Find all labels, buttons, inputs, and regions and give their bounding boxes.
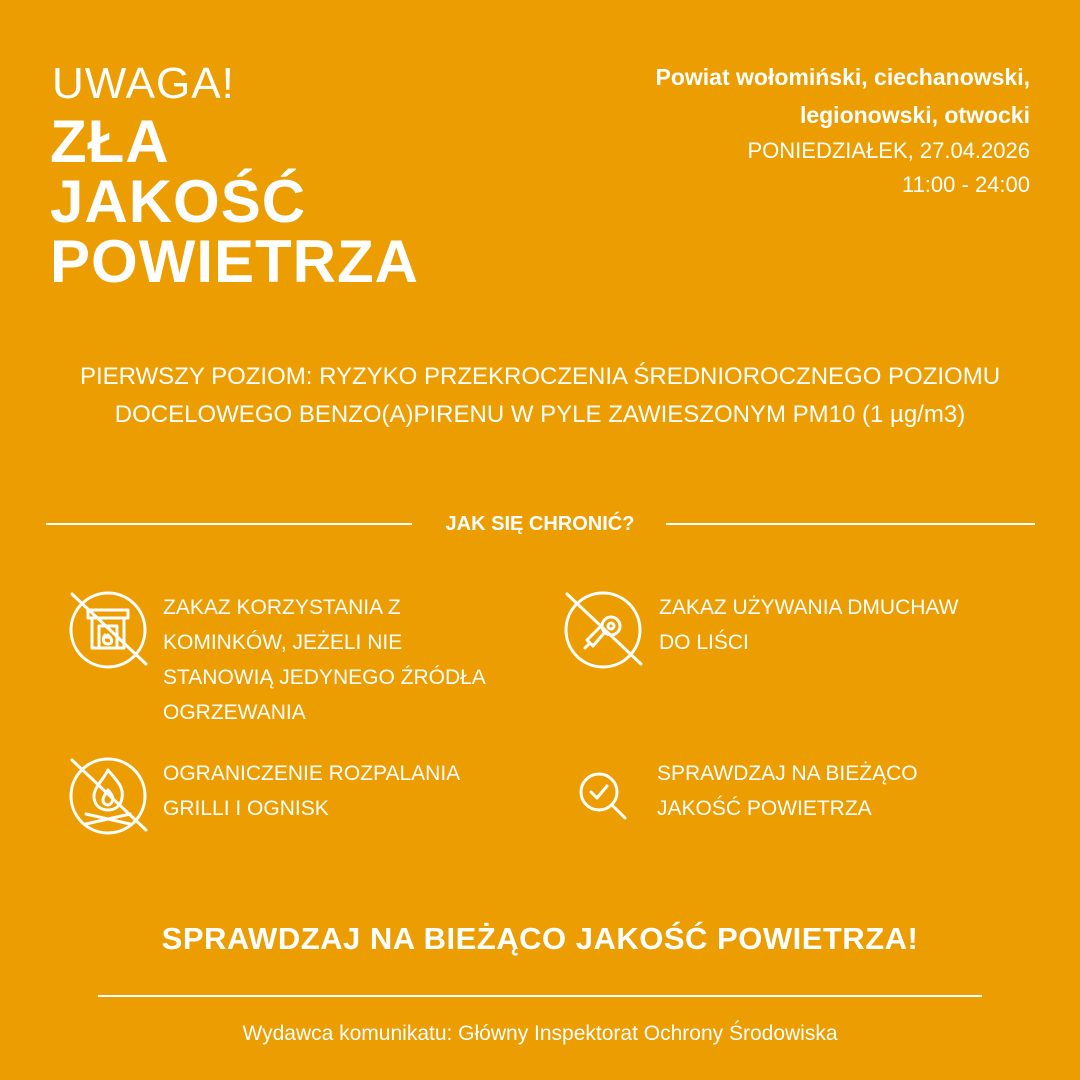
- publisher-label: Wydawca komunikatu: Główny Inspektorat Ochrony Środowiska: [242, 1022, 838, 1045]
- tip-line: ZAKAZ UŻYWANIA DMUCHAW: [659, 596, 959, 619]
- warning-label: UWAGA!: [52, 59, 235, 108]
- alert-hours: 11:00 - 24:00: [901, 172, 1030, 197]
- footer-divider: [98, 995, 982, 997]
- headline: [50, 108, 419, 295]
- headline-line: ZŁA: [50, 108, 170, 175]
- no-leaf-blower-icon: [563, 590, 643, 670]
- region-area-line: legionowski, otwocki: [799, 102, 1030, 128]
- no-fireplace-icon: [68, 590, 148, 670]
- tip-line: STANOWIĄ JEDYNEGO ŹRÓDŁA: [163, 666, 486, 689]
- magnifier-check-icon: [563, 756, 643, 836]
- tip-line: DO LIŚCI: [659, 631, 749, 654]
- tip-text-check-air: [657, 756, 1037, 826]
- tip-text-leaf-blower: [659, 590, 1029, 660]
- tip-line: GRILLI I OGNISK: [163, 797, 329, 820]
- tip-line: KOMINKÓW, JEŻELI NIE: [163, 631, 403, 654]
- region-area-line: Powiat wołomiński, ciechanowski,: [655, 64, 1030, 90]
- region-info: [550, 58, 1030, 202]
- tip-line: OGRANICZENIE ROZPALANIA: [163, 762, 461, 785]
- level-line: PIERWSZY POZIOM: RYZYKO PRZEKROCZENIA ŚREDNIOROCZNEGO POZIOMU: [79, 363, 1001, 390]
- tip-line: JAKOŚĆ POWIETRZA: [657, 797, 872, 820]
- tip-line: OGRZEWANIA: [163, 701, 306, 724]
- tip-text-fire: [163, 756, 543, 826]
- alert-date: PONIEDZIAŁEK, 27.04.2026: [747, 138, 1030, 163]
- section-divider-left: [46, 523, 412, 525]
- tip-line: SPRAWDZAJ NA BIEŻĄCO: [657, 762, 918, 785]
- cta-text: SPRAWDZAJ NA BIEŻĄCO JAKOŚĆ POWIETRZA!: [161, 921, 919, 956]
- section-title: JAK SIĘ CHRONIĆ?: [445, 513, 635, 535]
- level-line: DOCELOWEGO BENZO(A)PIRENU W PYLE ZAWIESZONYM PM10 (1 µg/m3): [114, 401, 966, 428]
- tip-text-fireplace: [163, 590, 543, 730]
- no-fire-icon: [68, 756, 148, 836]
- alert-level-description: [40, 358, 1040, 434]
- headline-line: JAKOŚĆ: [50, 168, 307, 235]
- section-divider-right: [666, 523, 1035, 525]
- headline-line: POWIETRZA: [50, 228, 419, 295]
- tip-line: ZAKAZ KORZYSTANIA Z: [163, 596, 401, 619]
